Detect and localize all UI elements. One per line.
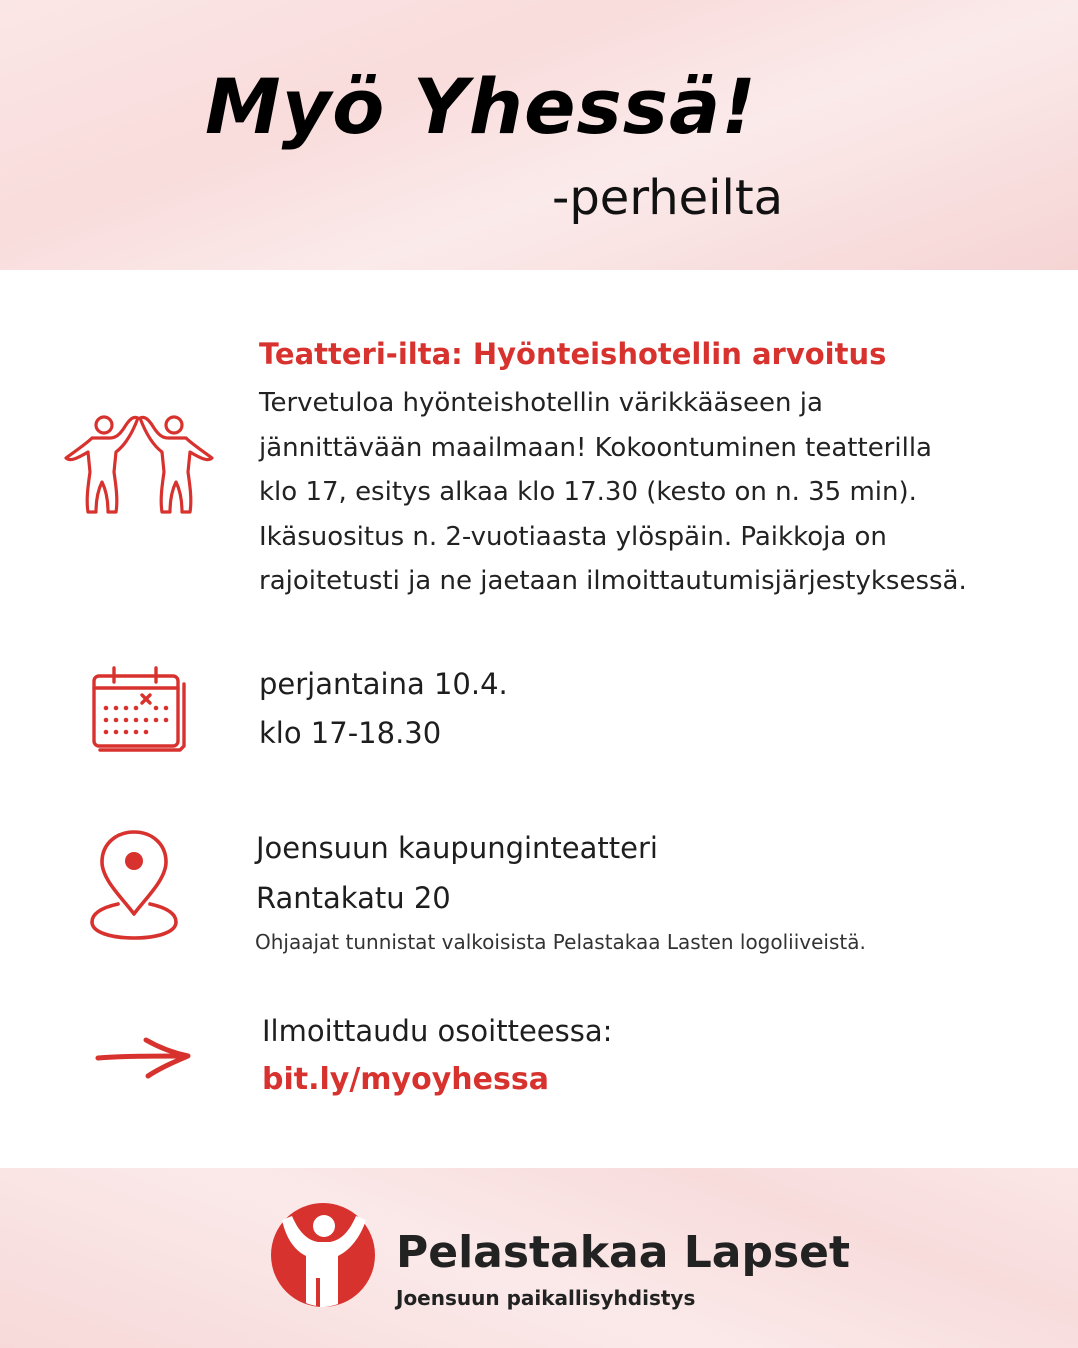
- map-pin-icon: [88, 828, 180, 942]
- registration-label: Ilmoittaudu osoitteessa:: [262, 1014, 613, 1048]
- venue-name: Joensuun kaupunginteatteri: [256, 831, 658, 865]
- event-date: perjantaina 10.4.: [259, 667, 508, 701]
- pelastakaa-lapset-logo: [268, 1200, 378, 1310]
- arrow-right-icon: [94, 1034, 194, 1080]
- event-description-line: Ikäsuositus n. 2-vuotiaasta ylöspäin. Paikkoja on: [259, 521, 887, 552]
- event-description-line: jännittävään maailmaan! Kokoontuminen teatterilla: [259, 432, 932, 463]
- venue-address: Rantakatu 20: [256, 881, 451, 915]
- page-title: Myö Yhessä!: [205, 62, 757, 151]
- org-name: Pelastakaa Lapset: [396, 1227, 851, 1278]
- event-heading: Teatteri-ilta: Hyönteishotellin arvoitus: [259, 337, 887, 371]
- event-description: [259, 381, 1059, 604]
- event-description-line: rajoitetusti ja ne jaetaan ilmoittautumisjärjestyksessä.: [259, 566, 967, 596]
- event-description-line: klo 17, esitys alkaa klo 17.30 (kesto on n. 35 min).: [259, 477, 917, 507]
- event-time: klo 17-18.30: [259, 716, 442, 750]
- org-subtitle: Joensuun paikallisyhdistys: [396, 1286, 696, 1310]
- registration-link[interactable]: bit.ly/myoyhessa: [262, 1062, 549, 1097]
- venue-note: Ohjaajat tunnistat valkoisista Pelastakaa Lasten logoliiveistä.: [255, 930, 866, 954]
- page-subtitle: -perheilta: [552, 170, 784, 226]
- calendar-icon: [88, 662, 188, 754]
- event-description-line: Tervetuloa hyönteishotellin värikkääseen ja: [259, 388, 823, 418]
- two-people-high-five-icon: [62, 410, 214, 516]
